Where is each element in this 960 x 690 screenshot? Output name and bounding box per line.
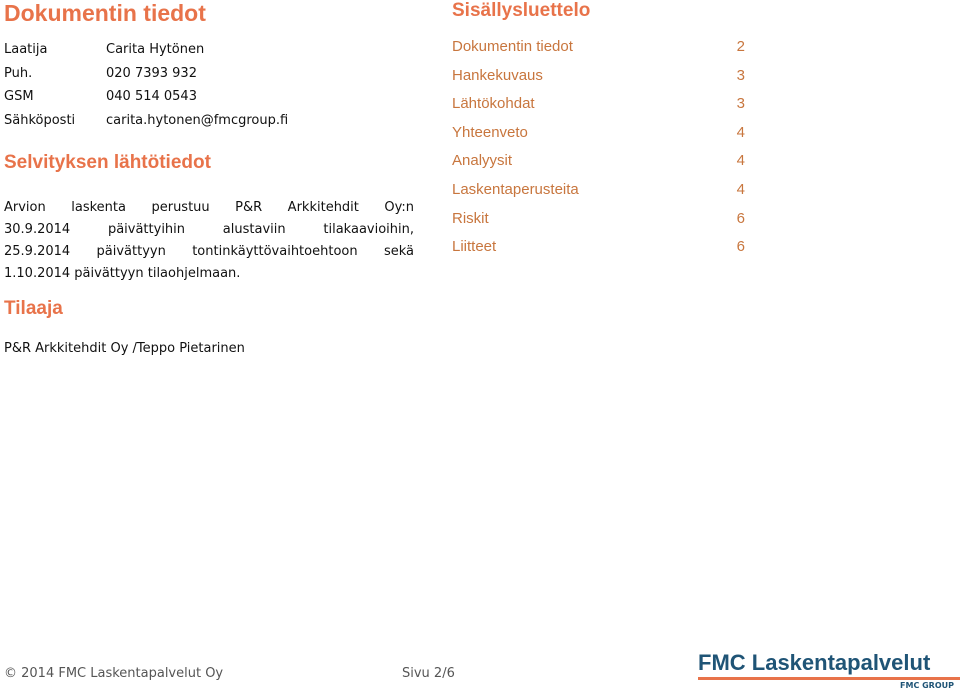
toc-label: Analyysit — [452, 152, 513, 170]
contact-label: Sähköposti — [4, 112, 76, 128]
contact-row — [4, 66, 288, 90]
toc-label: Laskentaperusteita — [452, 180, 579, 198]
logo-subtext: FMC GROUP — [900, 681, 954, 690]
toc-page: 6 — [736, 209, 745, 227]
toc-item[interactable] — [452, 36, 745, 65]
background-paragraph — [4, 197, 414, 285]
contact-value: 020 7393 932 — [106, 65, 197, 81]
toc-item[interactable] — [452, 179, 745, 208]
paragraph-line: 25.9.2014 päivättyyn tontinkäyttövaihtoehtoon sekä — [4, 244, 414, 259]
toc-page: 3 — [736, 95, 745, 113]
doc-info-title: Dokumentin tiedot — [4, 0, 206, 26]
toc-label: Yhteenveto — [452, 123, 528, 141]
toc-label: Hankekuvaus — [452, 66, 543, 84]
toc-page: 4 — [736, 180, 745, 198]
contact-table — [4, 42, 288, 136]
paragraph-line: Arvion laskenta perustuu P&R Arkkitehdit Oy:n — [4, 200, 414, 215]
company-logo — [698, 651, 960, 690]
logo-text: FMC Laskentapalvelut — [698, 650, 931, 675]
logo-underline — [698, 677, 960, 680]
toc-page: 4 — [736, 152, 745, 170]
table-of-contents — [452, 36, 745, 265]
paragraph-line: 30.9.2014 päivättyihin alustaviin tilakaavioihin, — [4, 222, 414, 237]
contact-row — [4, 89, 288, 113]
toc-item[interactable] — [452, 150, 745, 179]
toc-label: Dokumentin tiedot — [452, 38, 573, 55]
toc-item[interactable] — [452, 65, 745, 94]
footer-copyright: © 2014 FMC Laskentapalvelut Oy — [4, 666, 224, 681]
contact-label: Laatija — [4, 42, 48, 57]
contact-value: Carita Hytönen — [106, 42, 205, 57]
contact-email[interactable]: carita.hytonen@fmcgroup.fi — [106, 112, 289, 128]
toc-item[interactable] — [452, 236, 745, 265]
contact-value: 040 514 0543 — [106, 89, 197, 104]
contact-row — [4, 113, 288, 137]
toc-item[interactable] — [452, 122, 745, 151]
toc-label: Lähtökohdat — [452, 95, 535, 113]
paragraph-line: 1.10.2014 päivättyyn tilaohjelmaan. — [4, 266, 241, 281]
toc-title: Sisällysluettelo — [452, 0, 591, 21]
toc-item[interactable] — [452, 93, 745, 122]
contact-row — [4, 42, 288, 66]
contact-label: GSM — [4, 89, 34, 104]
client-title: Tilaaja — [4, 298, 63, 319]
footer-page-number: Sivu 2/6 — [402, 666, 455, 681]
client-value: P&R Arkkitehdit Oy /Teppo Pietarinen — [4, 341, 245, 356]
toc-page: 4 — [736, 123, 745, 141]
background-title: Selvityksen lähtötiedot — [4, 152, 211, 173]
contact-label: Puh. — [4, 65, 33, 81]
toc-page: 6 — [736, 238, 745, 256]
toc-label: Liitteet — [452, 238, 497, 256]
toc-page: 2 — [736, 38, 745, 55]
toc-page: 3 — [736, 66, 745, 84]
toc-label: Riskit — [452, 209, 489, 227]
toc-item[interactable] — [452, 208, 745, 237]
